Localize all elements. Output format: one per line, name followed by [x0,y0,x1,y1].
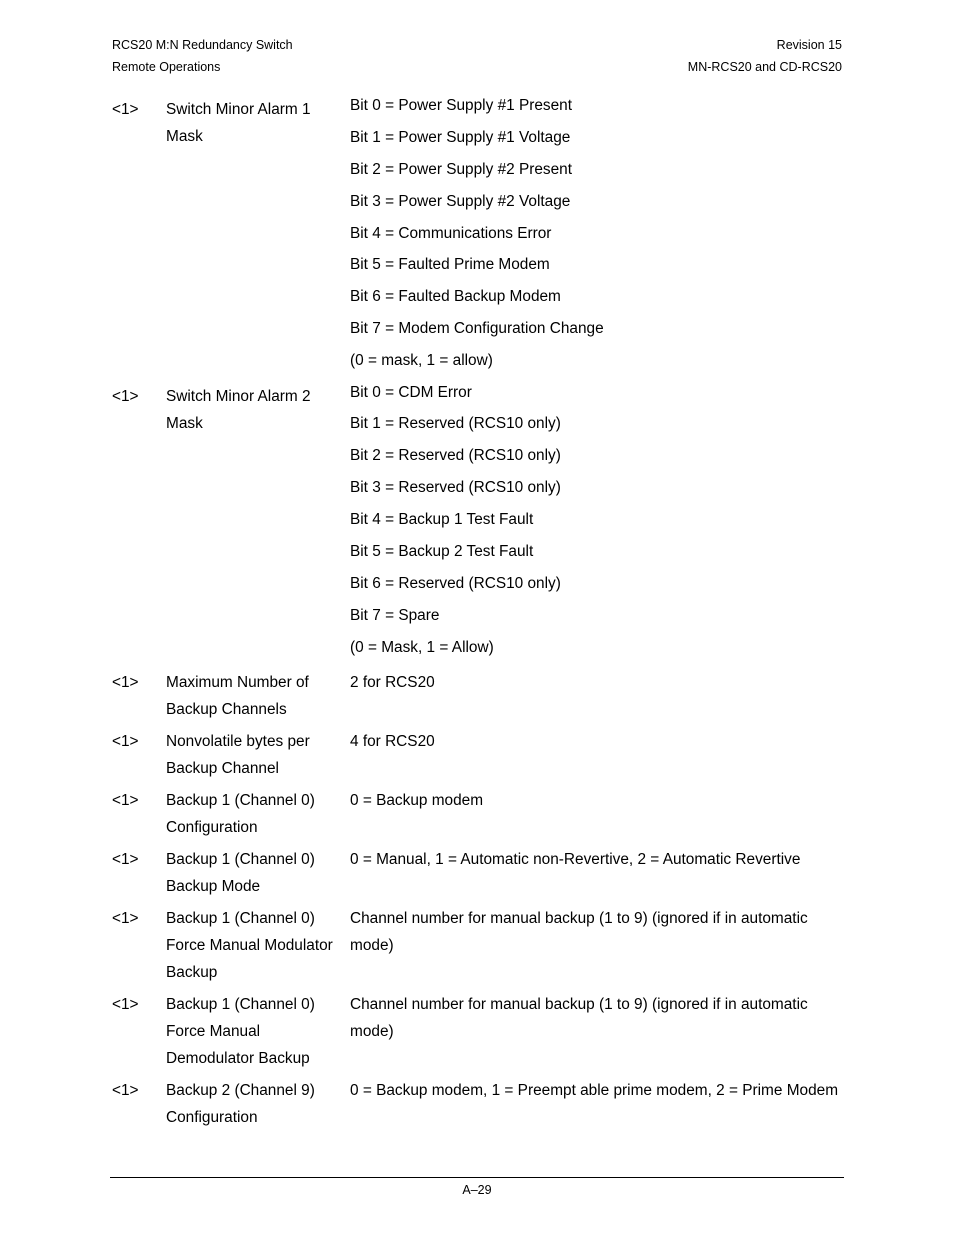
document-title: RCS20 M:N Redundancy Switch [112,38,293,52]
parameter-description: 2 for RCS20 [350,674,435,691]
table-row [112,991,842,1077]
table-row [112,787,842,846]
byte-size: <1> [112,101,139,118]
bit-item: Bit 7 = Modem Configuration Change [350,320,604,338]
table-row [112,905,842,991]
bit-item: Bit 3 = Power Supply #2 Voltage [350,192,571,210]
byte-size: <1> [112,910,139,927]
bit-list [350,93,840,380]
table-row [112,1077,842,1140]
bit-item: Bit 4 = Backup 1 Test Fault [350,511,534,529]
bit-item: Bit 5 = Backup 2 Test Fault [350,542,534,560]
bit-list [350,380,840,667]
bit-item: Bit 3 = Reserved (RCS10 only) [350,479,561,497]
table-row [112,96,842,383]
bit-item: Bit 2 = Power Supply #2 Present [350,160,573,178]
footer-divider [110,1177,844,1178]
bit-note: (0 = Mask, 1 = Allow) [350,638,494,656]
bit-item: Bit 0 = Power Supply #1 Present [350,97,573,114]
bit-item: Bit 6 = Faulted Backup Modem [350,288,561,306]
table-row [112,383,842,670]
revision-label: Revision 15 [776,38,842,52]
parameter-description: 0 = Backup modem [350,792,484,809]
byte-size: <1> [112,996,139,1013]
bit-item: Bit 0 = CDM Error [350,383,472,401]
parameter-description: 0 = Backup modem, 1 = Preempt able prime modem, 2 = Prime Modem [350,1082,839,1099]
bit-item: Bit 2 = Reserved (RCS10 only) [350,447,561,465]
bit-item: Bit 5 = Faulted Prime Modem [350,256,550,274]
byte-size: <1> [112,851,139,868]
parameter-name: Switch Minor Alarm 1 Mask [166,101,311,145]
bit-item: Bit 1 = Power Supply #1 Voltage [350,128,571,146]
bit-item: Bit 4 = Communications Error [350,224,552,242]
table-row [112,669,842,728]
parameter-name: Switch Minor Alarm 2 Mask [166,387,311,432]
bit-item: Bit 7 = Spare [350,606,440,624]
table-row [112,846,842,905]
parameter-name: Nonvolatile bytes per Backup Channel [166,733,310,777]
section-title: Remote Operations [112,60,221,74]
bit-item: Bit 1 = Reserved (RCS10 only) [350,415,561,433]
parameter-name: Backup 2 (Channel 9) Configuration [166,1082,315,1126]
parameter-description: 4 for RCS20 [350,733,435,750]
byte-size: <1> [112,387,139,405]
parameter-description: Channel number for manual backup (1 to 9) (ignored if in automatic mode) [350,910,808,954]
parameter-name: Maximum Number of Backup Channels [166,674,309,718]
parameter-name: Backup 1 (Channel 0) Force Manual Demodulator Backup [166,996,315,1067]
parameter-name: Backup 1 (Channel 0) Configuration [166,792,315,836]
byte-size: <1> [112,792,139,809]
bit-note: (0 = mask, 1 = allow) [350,352,493,370]
parameter-description: 0 = Manual, 1 = Automatic non-Revertive, 2 = Automatic Revertive [350,851,801,868]
page-number: A–29 [462,1183,492,1197]
parameter-description: Channel number for manual backup (1 to 9) (ignored if in automatic mode) [350,996,808,1040]
byte-size: <1> [112,1082,139,1099]
parameter-name: Backup 1 (Channel 0) Backup Mode [166,851,315,895]
bit-item: Bit 6 = Reserved (RCS10 only) [350,574,561,592]
parameter-name: Backup 1 (Channel 0) Force Manual Modulator Backup [166,910,333,981]
byte-size: <1> [112,674,139,691]
parameter-table [112,96,842,1140]
byte-size: <1> [112,733,139,750]
table-row [112,728,842,787]
document-number: MN-RCS20 and CD-RCS20 [687,60,842,74]
